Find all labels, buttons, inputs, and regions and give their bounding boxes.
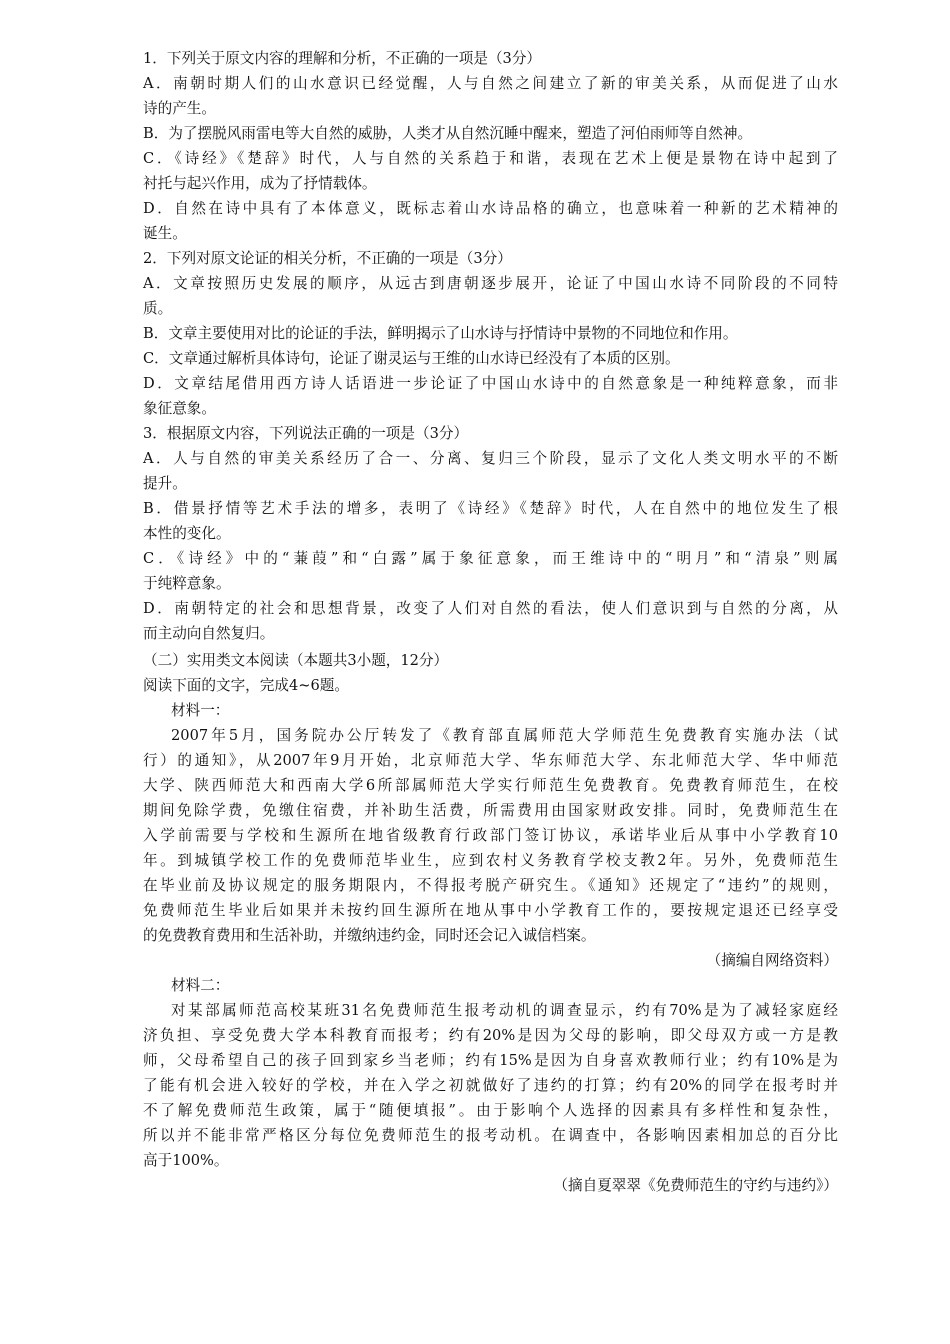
q2-option-a-line2: 质。 [143, 300, 173, 317]
material1-source: （摘编自网络资料） [706, 952, 838, 969]
q1-option-c-line2: 衬托与起兴作用，成为了抒情载体。 [143, 175, 377, 192]
material2-line-5: 不了解免费师范生政策，属于“随便填报”。由于影响个人选择的因素具有多样性和复杂性， [143, 1102, 838, 1119]
q3-option-b-line2: 本性的变化。 [143, 525, 231, 542]
exam-page [143, 46, 838, 1198]
q3-stem: 3．根据原文内容，下列说法正确的一项是（3分） [143, 425, 469, 442]
material2-line-3: 师，父母希望自己的孩子回到家乡当老师；约有15%是因为自身喜欢教师行业；约有10%是为 [143, 1052, 838, 1069]
q1-option-b: B．为了摆脱风雨雷电等大自然的威胁，人类才从自然沉睡中醒来，塑造了河伯雨师等自然神。 [143, 125, 753, 142]
q3-option-c-line2: 于纯粹意象。 [143, 575, 231, 592]
q1-option-a-line2: 诗的产生。 [143, 100, 216, 117]
q1-option-c-line1: C．《诗经》《楚辞》时代，人与自然的关系趋于和谐，表现在艺术上便是景物在诗中起到了 [143, 150, 838, 167]
q1-option-a-line1: A．南朝时期人们的山水意识已经觉醒，人与自然之间建立了新的审美关系，从而促进了山水 [143, 75, 838, 92]
q3-option-d-line2: 而主动向自然复归。 [143, 625, 275, 642]
q3-option-a-line1: A．人与自然的审美关系经历了合一、分离、复归三个阶段，显示了文化人类文明水平的不断 [143, 450, 838, 467]
material1-line-5: 入学前需要与学校和生源所在地省级教育行政部门签订协议，承诺毕业后从事中小学教育10 [143, 827, 838, 844]
material1-line-6: 年。到城镇学校工作的免费师范毕业生，应到农村义务教育学校支教2年。另外，免费师范生 [143, 852, 838, 869]
material1-line-1: 2007年5月，国务院办公厅转发了《教育部直属师范大学师范生免费教育实施办法（试 [171, 727, 838, 744]
material1-line-9: 的免费教育费用和生活补助，并缴纳违约金，同时还会记入诚信档案。 [143, 927, 596, 944]
q2-option-d-line1: D．文章结尾借用西方诗人话语进一步论证了中国山水诗中的自然意象是一种纯粹意象，而非 [143, 375, 838, 392]
material1-line-3: 大学、陕西师范大和西南大学6所部属师范大学实行师范生免费教育。免费教育师范生，在校 [143, 777, 838, 794]
material2-line-1: 对某部属师范高校某班31名免费师范生报考动机的调查显示，约有70%是为了减轻家庭经 [171, 1002, 838, 1019]
q1-option-d-line1: D．自然在诗中具有了本体意义，既标志着山水诗品格的确立，也意味着一种新的艺术精神的 [143, 200, 838, 217]
q1-stem: 1．下列关于原文内容的理解和分析，不正确的一项是（3分） [143, 50, 542, 67]
material2-line-6: 所以并不能非常严格区分每位免费师范生的报考动机。在调查中，各影响因素相加总的百分比 [143, 1127, 838, 1144]
material2-line-7: 高于100%。 [143, 1152, 229, 1169]
q3-option-b-line1: B．借景抒情等艺术手法的增多，表明了《诗经》《楚辞》时代，人在自然中的地位发生了根 [143, 500, 838, 517]
section2-heading: （二）实用类文本阅读（本题共3小题，12分） [143, 652, 449, 669]
material2-line-4: 了能有机会进入较好的学校，并在入学之初就做好了违约的打算；约有20%的同学在报考时并 [143, 1077, 838, 1094]
material1-line-2: 行）的通知》，从2007年9月开始，北京师范大学、华东师范大学、东北师范大学、华中师范 [143, 752, 838, 769]
q2-option-c: C．文章通过解析具体诗句，论证了谢灵运与王维的山水诗已经没有了本质的区别。 [143, 350, 680, 367]
q2-option-b: B．文章主要使用对比的论证的手法，鲜明揭示了山水诗与抒情诗中景物的不同地位和作用。 [143, 325, 738, 342]
section2-instruction: 阅读下面的文字，完成4~6题。 [143, 677, 349, 694]
material1-title: 材料一： [171, 702, 230, 719]
material1-line-4: 期间免除学费，免缴住宿费，并补助生活费，所需费用由国家财政安排。同时，免费师范生在 [143, 802, 838, 819]
material2-title: 材料二： [171, 977, 230, 994]
material2-line-2: 济负担、享受免费大学本科教育而报考；约有20%是因为父母的影响，即父母双方或一方是教 [143, 1027, 838, 1044]
q2-stem: 2．下列对原文论证的相关分析，不正确的一项是（3分） [143, 250, 512, 267]
q1-option-d-line2: 诞生。 [143, 225, 187, 242]
q3-option-c-line1: C．《诗经》中的“蒹葭”和“白露”属于象征意象，而王维诗中的“明月”和“清泉”则属 [143, 550, 838, 567]
material2-source: （摘自夏翠翠《免费师范生的守约与违约》） [553, 1177, 838, 1194]
q3-option-d-line1: D．南朝特定的社会和思想背景，改变了人们对自然的看法，使人们意识到与自然的分离，从 [143, 600, 838, 617]
q2-option-d-line2: 象征意象。 [143, 400, 216, 417]
material1-line-7: 在毕业前及协议规定的服务期限内，不得报考脱产研究生。《通知》还规定了“违约”的规则， [143, 877, 838, 894]
q2-option-a-line1: A．文章按照历史发展的顺序，从远古到唐朝逐步展开，论证了中国山水诗不同阶段的不同特 [143, 275, 838, 292]
q3-option-a-line2: 提升。 [143, 475, 187, 492]
material1-line-8: 免费师范生毕业后如果并未按约回生源所在地从事中小学教育工作的，要按规定退还已经享受 [143, 902, 838, 919]
